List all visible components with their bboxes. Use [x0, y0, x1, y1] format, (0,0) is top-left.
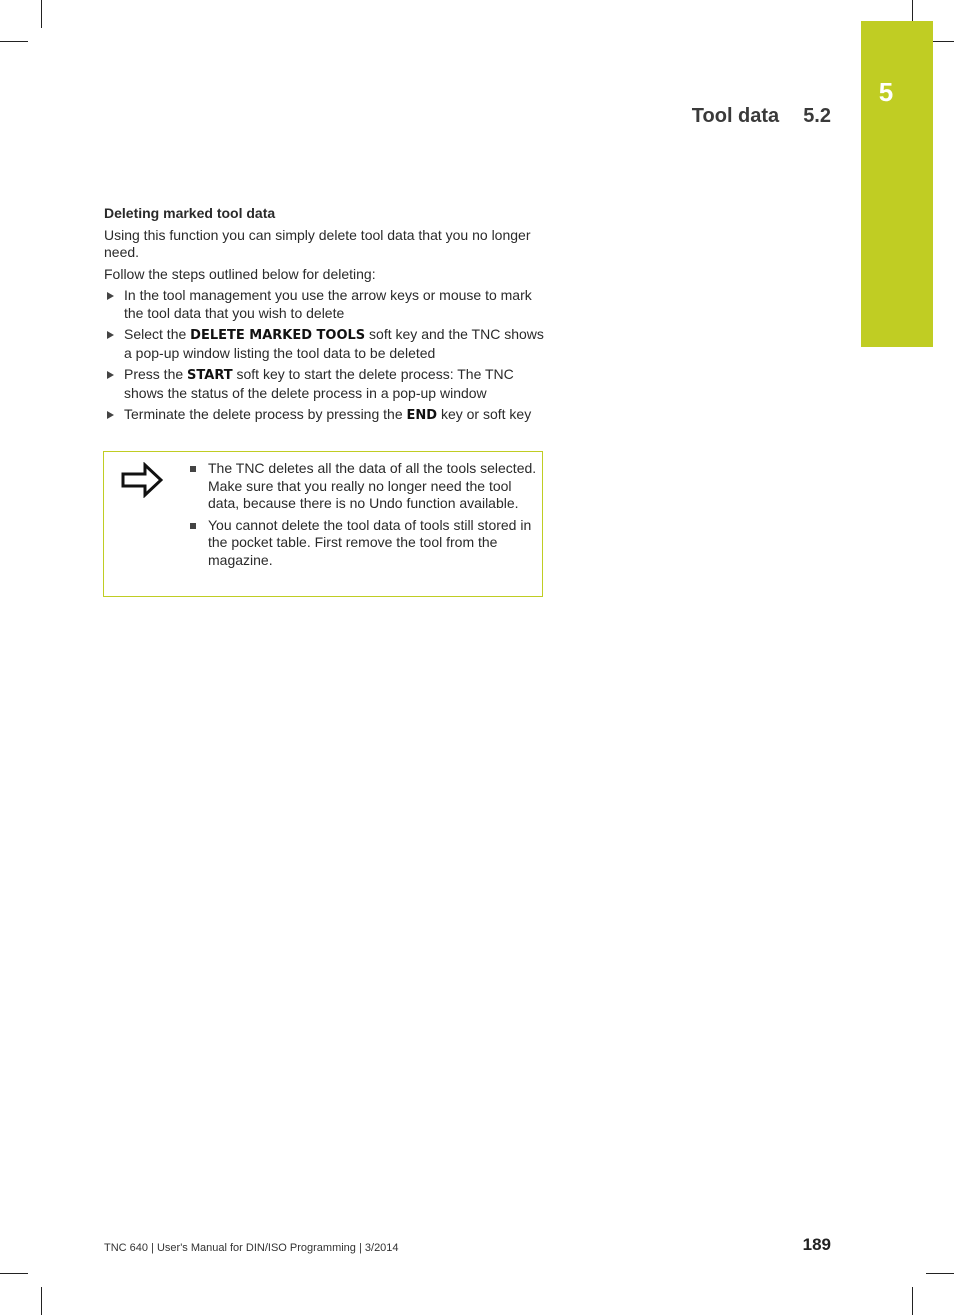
- note-item: [188, 460, 538, 513]
- triangle-bullet-icon: [107, 371, 114, 379]
- note-list: [188, 460, 538, 573]
- follow-paragraph: Follow the steps outlined below for deleting:: [104, 265, 376, 282]
- crop-mark: [0, 41, 28, 42]
- running-head: [692, 104, 831, 128]
- square-bullet-icon: [190, 466, 196, 472]
- crop-mark: [912, 1287, 913, 1315]
- main-content: [104, 205, 546, 429]
- note-text: The TNC deletes all the data of all the tools selected. Make sure that you really no longer need the tool data, because there is no Undo function available.: [208, 460, 537, 511]
- note-text: You cannot delete the tool data of tools still stored in the pocket table. First remove the tool from the magazine.: [208, 516, 532, 568]
- triangle-bullet-icon: [107, 331, 114, 339]
- square-bullet-icon: [190, 523, 196, 529]
- step-item: [104, 406, 546, 425]
- step-text: Terminate the delete process by pressing the: [124, 406, 407, 422]
- running-head-title: Tool data: [691, 105, 780, 127]
- arrow-right-icon: [121, 462, 163, 498]
- step-text: Select the: [124, 326, 191, 342]
- step-text: soft key and the TNC shows a pop-up window listing the tool data to be deleted: [124, 326, 544, 361]
- step-text: soft key to start the delete process: The TNC shows the status of the delete process in a pop-up window: [124, 366, 514, 401]
- step-text: key or soft key: [437, 406, 532, 422]
- page-number: 189: [802, 1235, 831, 1254]
- crop-mark: [41, 0, 42, 28]
- note-box: [103, 451, 543, 597]
- crop-mark: [0, 1273, 28, 1274]
- step-list: [104, 287, 546, 425]
- softkey-label: START: [187, 368, 233, 383]
- crop-mark: [41, 1287, 42, 1315]
- chapter-number: 5: [878, 77, 894, 107]
- step-item: [104, 287, 546, 322]
- triangle-bullet-icon: [107, 292, 114, 300]
- triangle-bullet-icon: [107, 411, 114, 419]
- note-divider: [185, 452, 186, 596]
- step-text: In the tool management you use the arrow keys or mouse to mark the tool data that you wish to delete: [124, 287, 532, 321]
- step-item: [104, 326, 546, 362]
- note-item: [188, 517, 538, 570]
- softkey-label: DELETE MARKED TOOLS: [190, 328, 366, 343]
- section-heading: Deleting marked tool data: [104, 205, 276, 221]
- footer-text: TNC 640 | User's Manual for DIN/ISO Programming | 3/2014: [104, 1242, 399, 1254]
- chapter-tab: [861, 21, 933, 347]
- softkey-label: END: [406, 408, 438, 423]
- step-item: [104, 366, 546, 402]
- crop-mark: [926, 1273, 954, 1274]
- intro-paragraph: Using this function you can simply delete tool data that you no longer need.: [104, 226, 531, 260]
- running-head-section-number: 5.2: [803, 105, 831, 127]
- step-text: Press the: [124, 366, 188, 382]
